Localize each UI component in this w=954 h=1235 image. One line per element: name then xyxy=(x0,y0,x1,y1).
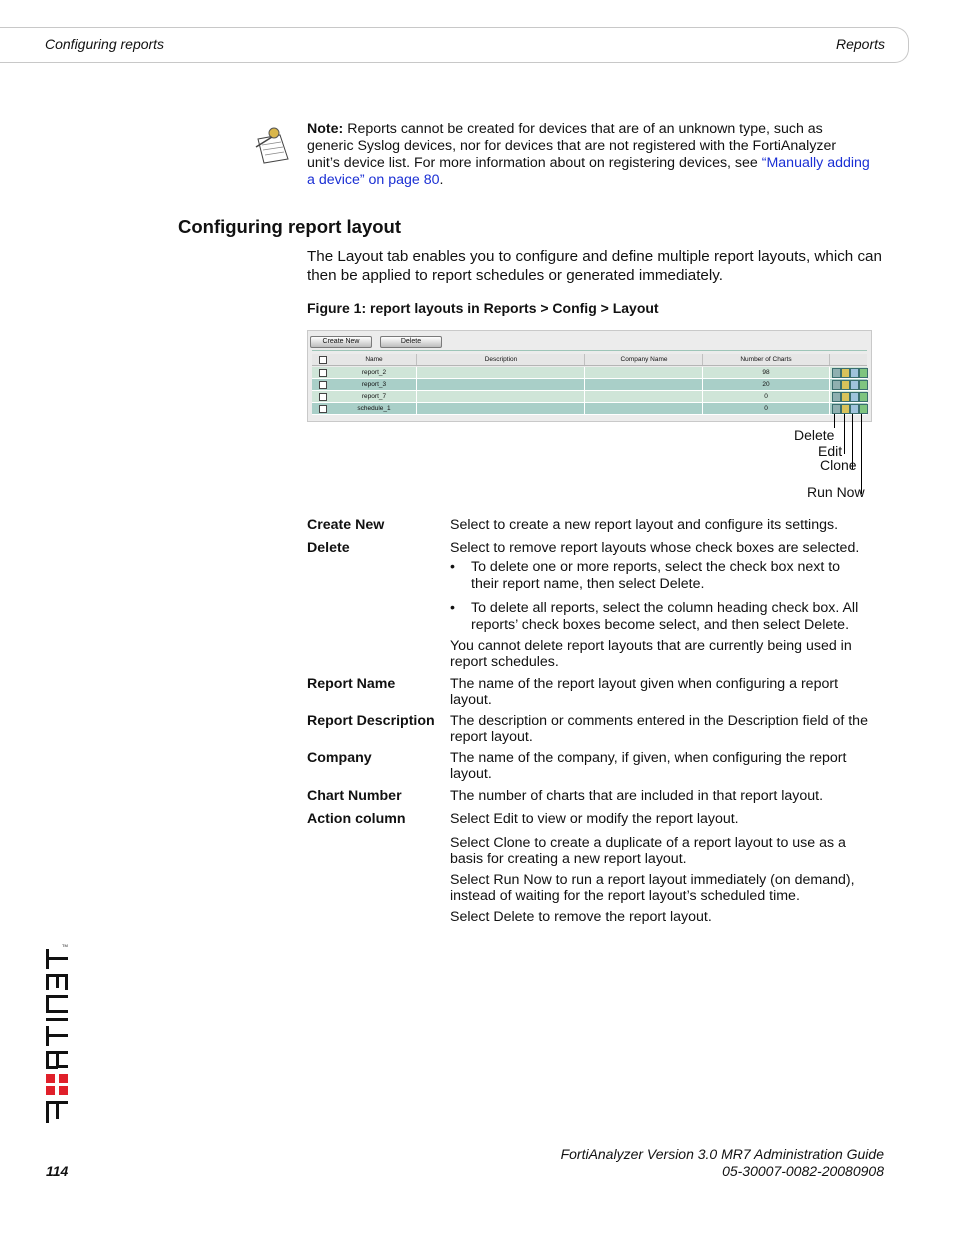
run-now-icon[interactable] xyxy=(859,404,868,414)
section-title: Configuring report layout xyxy=(178,216,402,237)
edit-icon[interactable] xyxy=(841,392,850,402)
clone-icon[interactable] xyxy=(850,392,859,402)
term-report-description: Report Description xyxy=(307,713,435,729)
edit-icon[interactable] xyxy=(841,380,850,390)
row-name: report_2 xyxy=(361,369,387,376)
toolbar-divider xyxy=(312,350,867,351)
delete-icon[interactable] xyxy=(832,392,841,402)
callout-clone: Clone xyxy=(820,457,857,473)
desc-delete: Select to remove report layouts whose check boxes are selected. xyxy=(450,540,860,556)
note-label: Note: xyxy=(307,121,344,137)
delete-icon[interactable] xyxy=(832,380,841,390)
desc-report-description: The description or comments entered in the Description field of the report layout. xyxy=(450,713,868,745)
desc-action-edit: Select Edit to view or modify the report layout. xyxy=(450,811,739,827)
desc-create-new: Select to create a new report layout and configure its settings. xyxy=(450,517,839,533)
row-charts: 98 xyxy=(762,369,770,376)
delete-icon[interactable] xyxy=(832,368,841,378)
desc-action-delete: Select Delete to remove the report layout. xyxy=(450,909,712,925)
note-paragraph xyxy=(307,121,872,189)
footer-doc-id: 05-30007-0082-20080908 xyxy=(722,1163,884,1179)
delete-icon[interactable] xyxy=(832,404,841,414)
footer-title: FortiAnalyzer Version 3.0 MR7 Administration Guide xyxy=(560,1146,884,1162)
row-checkbox[interactable] xyxy=(319,405,327,413)
intro-paragraph: The Layout tab enables you to configure and define multiple report layouts, which can then be applied to report schedules or generated immediately. xyxy=(307,248,882,284)
desc-action-run-now: Select Run Now to run a report layout immediately (on demand), instead of waiting for the report layout’s scheduled time. xyxy=(450,872,855,904)
fortinet-logo xyxy=(44,941,70,1127)
clone-icon[interactable] xyxy=(850,404,859,414)
desc-chart-number: The number of charts that are included in that report layout. xyxy=(450,788,824,804)
row-charts: 0 xyxy=(764,405,768,412)
bullet-text: To delete all reports, select the column heading check box. All reports’ check boxes become select, and then select Delete. xyxy=(471,600,859,633)
delete-button[interactable]: Delete xyxy=(380,336,442,348)
page-number: 114 xyxy=(46,1163,69,1179)
edit-icon[interactable] xyxy=(841,368,850,378)
layout-screenshot xyxy=(307,330,872,422)
term-company: Company xyxy=(307,750,372,766)
column-header-description: Description xyxy=(484,356,518,363)
create-new-button[interactable]: Create New xyxy=(310,336,372,348)
run-now-icon[interactable] xyxy=(859,380,868,390)
bullet-dot: • xyxy=(450,559,455,575)
desc-company: The name of the company, if given, when configuring the report layout. xyxy=(450,750,847,782)
bullet-text: To delete one or more reports, select the check box next to their report name, then select Delete. xyxy=(471,559,841,592)
table-row xyxy=(312,403,867,415)
desc-action-clone: Select Clone to create a duplicate of a report layout to use as a basis for creating a new report layout. xyxy=(450,835,846,867)
running-header-chapter: Configuring reports xyxy=(45,36,165,52)
callout-delete: Delete xyxy=(794,427,835,443)
svg-text:TM: TM xyxy=(62,943,68,948)
delete-leader-line xyxy=(834,414,835,428)
column-header-company: Company Name xyxy=(620,356,668,363)
table-header xyxy=(312,354,867,366)
row-name: report_3 xyxy=(361,381,387,388)
term-action-column: Action column xyxy=(307,811,406,827)
table-row xyxy=(312,379,867,391)
running-header-section: Reports xyxy=(835,36,885,52)
figure-caption: Figure 1: report layouts in Reports > Config > Layout xyxy=(307,300,659,316)
note-end: . xyxy=(439,172,444,188)
bullet-dot: • xyxy=(450,600,455,616)
term-delete: Delete xyxy=(307,540,350,556)
table-row xyxy=(312,391,867,403)
column-header-charts: Number of Charts xyxy=(740,356,792,363)
callout-edit: Edit xyxy=(818,443,843,459)
desc-report-name: The name of the report layout given when configuring a report layout. xyxy=(450,676,839,708)
edit-leader-line xyxy=(844,414,845,454)
column-header-name: Name xyxy=(365,356,383,363)
row-checkbox[interactable] xyxy=(319,369,327,377)
row-checkbox[interactable] xyxy=(319,381,327,389)
run-now-leader-line xyxy=(861,414,862,494)
callout-run-now: Run Now xyxy=(807,484,865,500)
row-checkbox[interactable] xyxy=(319,393,327,401)
term-chart-number: Chart Number xyxy=(307,788,402,804)
row-charts: 20 xyxy=(762,381,770,388)
row-name: schedule_1 xyxy=(357,405,391,412)
table-row xyxy=(312,367,867,379)
row-name: report_7 xyxy=(361,393,387,400)
desc-delete-note: You cannot delete report layouts that are currently being used in report schedules. xyxy=(450,638,852,670)
run-now-icon[interactable] xyxy=(859,392,868,402)
clone-icon[interactable] xyxy=(850,380,859,390)
run-now-icon[interactable] xyxy=(859,368,868,378)
cross-reference-link[interactable]: “Manually adding a device” on page 80 xyxy=(307,155,870,188)
term-create-new: Create New xyxy=(307,517,385,533)
row-charts: 0 xyxy=(764,393,768,400)
edit-icon[interactable] xyxy=(841,404,850,414)
clone-icon[interactable] xyxy=(850,368,859,378)
note-body: Reports cannot be created for devices that are of an unknown type, such as generic Syslog devices, nor for devices that are not registered with the FortiAnalyzer unit’s device list. For more information about on registering devices, see xyxy=(307,121,837,171)
note-pin-icon xyxy=(250,125,294,167)
select-all-checkbox[interactable] xyxy=(319,356,327,364)
term-report-name: Report Name xyxy=(307,676,396,692)
